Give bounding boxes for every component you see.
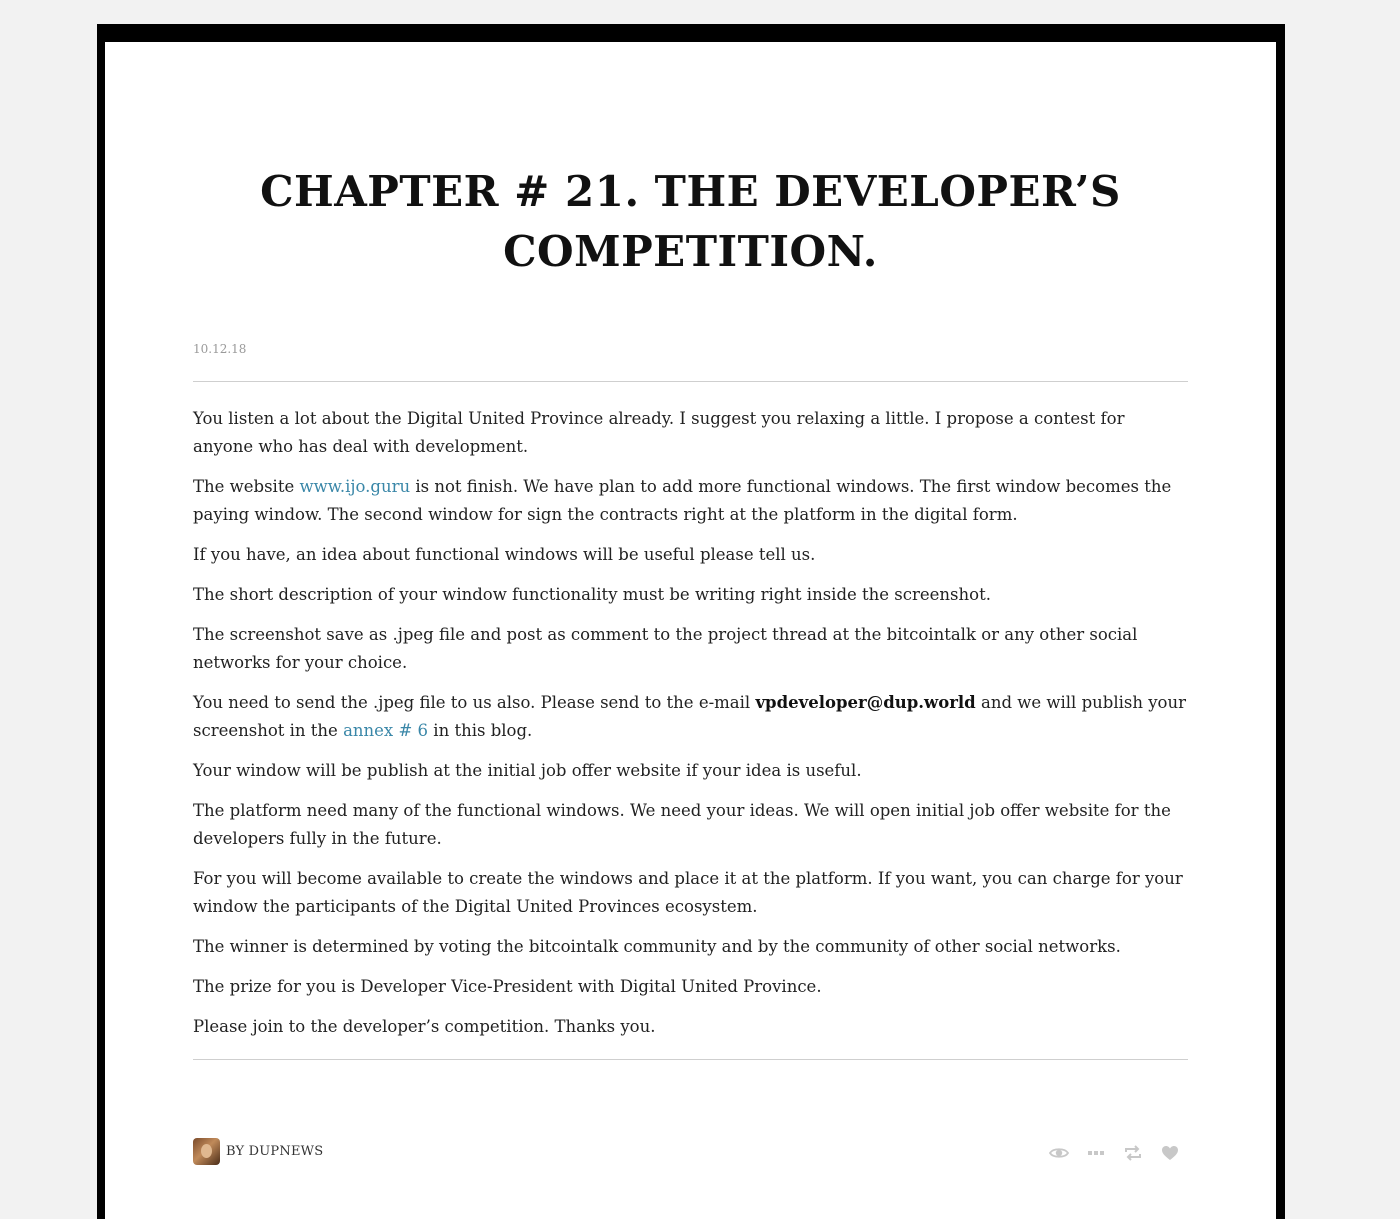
- post-title-line-1: CHAPTER # 21. THE DEVELOPER’S: [260, 167, 1121, 216]
- post-footer: [193, 1138, 1188, 1168]
- author-name[interactable]: BY DUPNEWS: [226, 1144, 324, 1159]
- post-title-line-2: COMPETITION.: [503, 227, 878, 276]
- paragraph: Your window will be publish at the initial job offer website if your idea is useful.: [193, 761, 862, 780]
- paragraph: For you will become available to create the windows and place it at the platform. If you want, you can charge for your window the participants of the Digital United Provinces ecosystem.: [193, 869, 1183, 916]
- paragraph-text: and we will publish your screenshot in the: [193, 693, 1186, 740]
- paragraph: Please join to the developer’s competition. Thanks you.: [193, 1017, 656, 1036]
- post-date: 10.12.18: [193, 342, 247, 356]
- paragraph: [193, 689, 1188, 745]
- email-address: vpdeveloper@dup.world: [755, 693, 976, 712]
- paragraph: You listen a lot about the Digital United Province already. I suggest you relaxing a little. I propose a contest for anyone who has deal with development.: [193, 409, 1125, 456]
- like-button[interactable]: [1151, 1142, 1188, 1164]
- heart-icon: [1161, 1145, 1179, 1161]
- eye-icon: [1049, 1146, 1069, 1160]
- paragraph: If you have, an idea about functional windows will be useful please tell us.: [193, 545, 816, 564]
- website-link[interactable]: www.ijo.guru: [299, 477, 411, 496]
- paragraph: The prize for you is Developer Vice-President with Digital United Province.: [193, 977, 822, 996]
- post-card: [105, 42, 1276, 1219]
- author-link[interactable]: [193, 1138, 323, 1165]
- divider-bottom: [193, 1059, 1188, 1060]
- paragraph: The winner is determined by voting the bitcointalk community and by the community of other social networks.: [193, 937, 1121, 956]
- post-content: [193, 339, 1188, 1060]
- annex-link[interactable]: annex # 6: [343, 721, 429, 740]
- paragraph: The short description of your window functionality must be writing right inside the screenshot.: [193, 585, 991, 604]
- post-title: [105, 162, 1276, 282]
- post-frame: [97, 24, 1285, 1219]
- post-body: [193, 382, 1188, 1041]
- views-button[interactable]: [1040, 1142, 1077, 1164]
- more-button[interactable]: [1077, 1142, 1114, 1164]
- author-avatar[interactable]: [193, 1138, 220, 1165]
- paragraph: The platform need many of the functional windows. We need your ideas. We will open initial job offer website for the developers fully in the future.: [193, 801, 1171, 848]
- paragraph-text: in this blog.: [428, 721, 533, 740]
- paragraph-text: You need to send the .jpeg file to us also. Please send to the e-mail: [193, 693, 756, 712]
- paragraph-text: The website: [193, 477, 300, 496]
- paragraph-text: is not finish. We have plan to add more functional windows. The first window becomes the paying window. The second window for sign the contracts right at the platform in the digital form.: [193, 477, 1172, 524]
- post-actions: [1040, 1142, 1188, 1164]
- paragraph: The screenshot save as .jpeg file and post as comment to the project thread at the bitcointalk or any other social networks for your choice.: [193, 625, 1138, 672]
- repost-icon: [1124, 1145, 1142, 1161]
- paragraph: [193, 473, 1188, 529]
- repost-button[interactable]: [1114, 1142, 1151, 1164]
- more-icon: [1088, 1150, 1104, 1156]
